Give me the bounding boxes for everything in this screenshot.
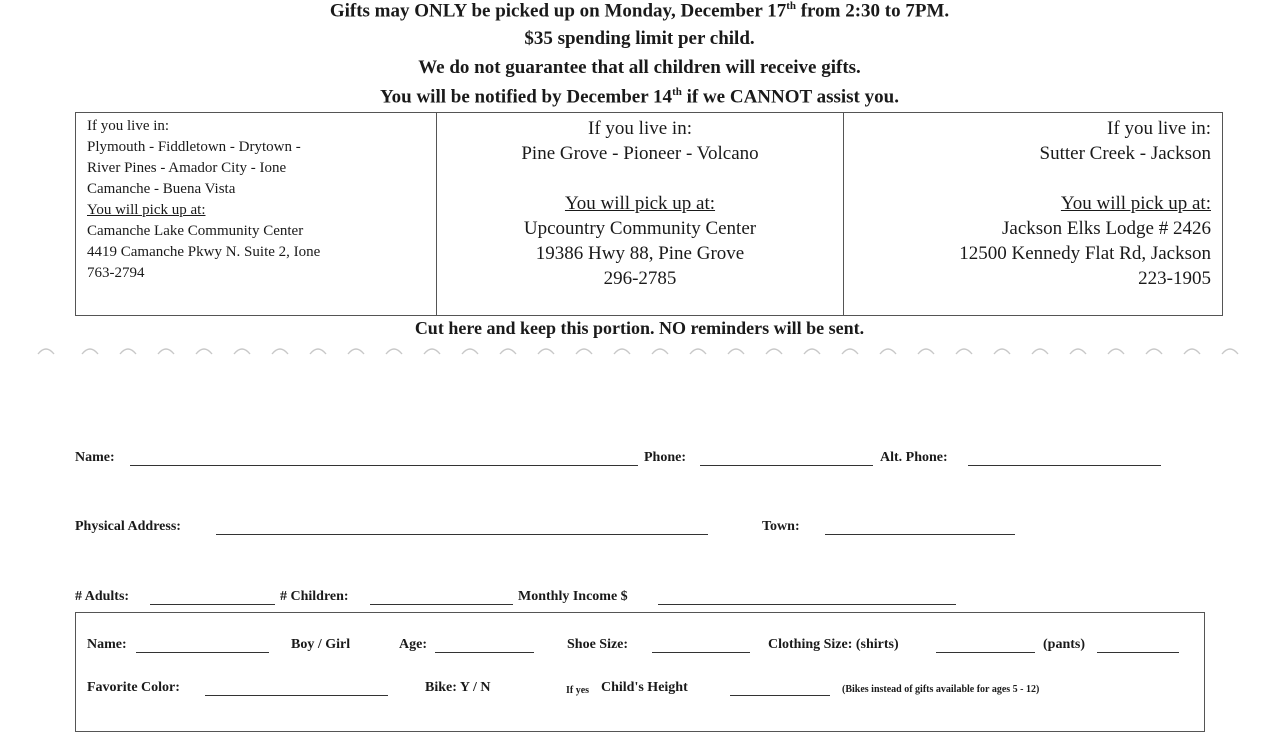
header-line-4: You will be notified by December 14th if we CANNOT assist you. bbox=[380, 86, 899, 108]
pick-up-label: You will pick up at: bbox=[564, 193, 716, 214]
town-field[interactable] bbox=[825, 534, 1015, 535]
physical-address-label: Physical Address: bbox=[75, 519, 181, 534]
area-line: River Pines - Amador City - Ione bbox=[87, 160, 287, 176]
area-line: Pine Grove - Pioneer - Volcano bbox=[521, 143, 759, 164]
children-label: # Children: bbox=[280, 589, 349, 604]
location-name: Upcountry Community Center bbox=[523, 218, 757, 239]
age-label: Age: bbox=[399, 637, 427, 652]
location-name: Jackson Elks Lodge # 2426 bbox=[1002, 218, 1211, 239]
monthly-income-label: Monthly Income $ bbox=[518, 589, 628, 604]
live-in-label: If you live in: bbox=[87, 118, 170, 134]
child-height-label: Child's Height bbox=[601, 680, 688, 695]
name-label: Name: bbox=[75, 450, 115, 465]
header-line-3: We do not guarantee that all children will receive gifts. bbox=[418, 57, 861, 78]
location-phone: 223-1905 bbox=[1138, 268, 1211, 289]
pants-label: (pants) bbox=[1043, 637, 1086, 652]
pick-up-label: You will pick up at: bbox=[1060, 193, 1211, 214]
child-name-label: Name: bbox=[87, 637, 127, 652]
pickup-col-jackson bbox=[844, 113, 1222, 315]
pickup-col-ione bbox=[76, 113, 436, 315]
alt-phone-label: Alt. Phone: bbox=[880, 450, 948, 465]
area-line: Plymouth - Fiddletown - Drytown - bbox=[87, 139, 301, 155]
pickup-col-pine-grove bbox=[436, 113, 844, 315]
monthly-income-field[interactable] bbox=[658, 604, 956, 605]
cut-instruction: Cut here and keep this portion. NO reminders will be sent. bbox=[414, 318, 865, 338]
boy-girl-option[interactable]: Boy / Girl bbox=[291, 637, 351, 652]
phone-label: Phone: bbox=[644, 450, 686, 465]
header-line-1: Gifts may ONLY be picked up on Monday, December 17th from 2:30 to 7PM. bbox=[329, 0, 950, 22]
favorite-color-field[interactable] bbox=[205, 695, 388, 696]
shirt-size-field[interactable] bbox=[936, 652, 1035, 653]
bike-option[interactable]: Bike: Y / N bbox=[425, 680, 491, 695]
pants-size-field[interactable] bbox=[1097, 652, 1179, 653]
phone-field[interactable] bbox=[700, 465, 873, 466]
live-in-label: If you live in: bbox=[588, 118, 692, 139]
live-in-label: If you live in: bbox=[1107, 118, 1211, 139]
location-name: Camanche Lake Community Center bbox=[87, 223, 304, 239]
age-field[interactable] bbox=[435, 652, 534, 653]
adults-field[interactable] bbox=[150, 604, 275, 605]
location-phone: 763-2794 bbox=[87, 265, 145, 281]
area-line: Camanche - Buena Vista bbox=[87, 181, 236, 197]
child-info-box bbox=[75, 612, 1205, 732]
child-name-field[interactable] bbox=[136, 652, 269, 653]
scissor-cut-line bbox=[30, 338, 1250, 362]
town-label: Town: bbox=[762, 519, 800, 534]
child-height-field[interactable] bbox=[730, 695, 830, 696]
favorite-color-label: Favorite Color: bbox=[87, 680, 180, 695]
area-line: Sutter Creek - Jackson bbox=[1039, 143, 1211, 164]
pick-up-label: You will pick up at: bbox=[87, 202, 206, 218]
adults-label: # Adults: bbox=[75, 589, 130, 604]
location-address: 19386 Hwy 88, Pine Grove bbox=[535, 243, 745, 264]
location-address: 12500 Kennedy Flat Rd, Jackson bbox=[959, 243, 1211, 264]
children-field[interactable] bbox=[370, 604, 513, 605]
clothing-size-label: Clothing Size: (shirts) bbox=[768, 637, 899, 652]
physical-address-field[interactable] bbox=[216, 534, 708, 535]
location-phone: 296-2785 bbox=[603, 268, 677, 289]
pickup-locations-table bbox=[75, 112, 1223, 316]
shoe-size-field[interactable] bbox=[652, 652, 750, 653]
if-yes-label: If yes bbox=[566, 685, 590, 696]
bike-note: (Bikes instead of gifts available for ages 5 - 12) bbox=[842, 684, 1040, 695]
name-field[interactable] bbox=[130, 465, 638, 466]
header-line-2: $35 spending limit per child. bbox=[524, 28, 755, 49]
location-address: 4419 Camanche Pkwy N. Suite 2, Ione bbox=[87, 244, 321, 260]
shoe-size-label: Shoe Size: bbox=[567, 637, 629, 652]
alt-phone-field[interactable] bbox=[968, 465, 1161, 466]
